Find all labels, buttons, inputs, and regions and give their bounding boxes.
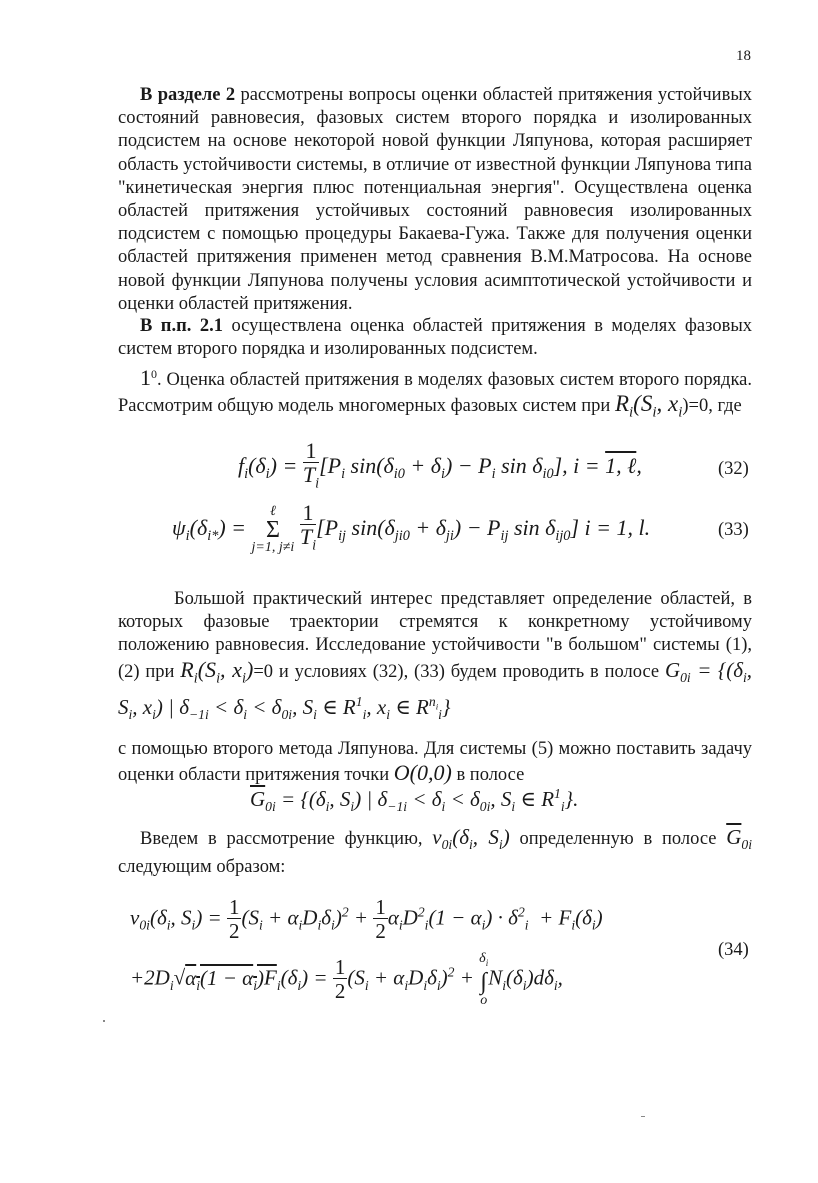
paragraph-text: Введем в рассмотрение функцию,: [140, 829, 433, 849]
equation-33-number: (33): [718, 520, 749, 540]
paragraph-function-def: Введем в рассмотрение функцию, $v_{0i}(\delta_i$, $S_i$) определенную в полосе $\overline{G}_{0i}$ следующим образом:: [118, 825, 753, 878]
paragraph-text: определенную в полосе: [509, 829, 727, 849]
paragraph-text: Большой практический интерес представляет определение областей, в которых фазовые траектории стремятся к конкретному устойчивому положению равновесия. Исследование устойчивости "в большом" системы (1),(2) при: [118, 589, 752, 682]
paragraph-text: . Оценка областей притяжения в моделях фазовых систем второго порядка. Рассмотрим общую модель многомерных фазовых систем при: [118, 370, 752, 417]
paragraph-text: рассмотрены вопросы оценки областей притяжения устойчивых состояний равновесия, фазовых систем второго порядка и изолированных подсистем на основе некоторой новой функции Ляпунова, которая расширяет область устойчивости системы, в отличие от известной функции Ляпунова типа "кинетическая энергия плюс потенциальная энергия". Осуществлена оценка областей притяжения устойчивых состояний равновесия изолированных подсистем с помощью процедуры Бакаева-Гужа. Также для получения оценки областей притяжения применен метод сравнения В.М.Матросова. На основе новой функции Ляпунова получены условия асимптотической устойчивости и оценки областей притяжения.: [118, 85, 752, 314]
paragraph-section-2-summary: [118, 84, 752, 316]
equation-33: $\psi_i(\delta_{i*})$ = ℓ Σ j=1, j≠i $\frac{1}{T_i}$ [$P_{ij}$ $\sin(\delta_{ji0} + \delta_{ji}) - P_{ij}$ $\sin \delta_{ij0}$] i = 1, l.: [172, 500, 651, 555]
paragraph-lyapunov: с помощью второго метода Ляпунова. Для системы (5) можно поставить задачу оценки области притяжения точки O(0,0) в полосе: [118, 739, 752, 786]
equation-34-line-1: $v_{0i}(\delta_i$, $S_i$) = $\frac{1}{2}$ $(S_i + \alpha_iD_i\delta_i)^2$ + $\frac{1}{2}$ $\alpha_iD^2_i(1 - \alpha_i) \cdot \delta^2_i + F_i(\delta_i)$: [130, 895, 603, 943]
equation-strip-g0i: $\overline{G}_{0i} = \{(\delta_i$, $S_i$) | $\delta_{-1i} < \delta_i < \delta_{0i}$, $S_i$ ∈ $R^1_i$}.: [250, 786, 579, 815]
item-superscript: 0: [151, 367, 158, 381]
paragraph-text: в полосе: [451, 765, 525, 786]
equation-32: $f_i(\delta_i)$ = $\frac{1}{T_i}$ [$P_i$ $\sin(\delta_{i0} + \delta_i) - P_i$ $\sin \delta_{i0}$], i = 1, ℓ,: [238, 438, 642, 492]
strip-formula: $G_{0i} = \{(\delta_i$, $S_i$, $x_i$) | $\delta_{-1i} < \delta_i < \delta_{0i}$, $S_i$ ∈ $R^1_i$, $x_i$ ∈ $R^{n_i}_i$}: [118, 657, 753, 723]
equation-34-number: (34): [718, 940, 749, 960]
paragraph-text: )=0, где: [682, 396, 742, 417]
scan-speck: [641, 1116, 645, 1117]
paragraph-item-1: [118, 363, 752, 425]
item-number: 1: [140, 365, 151, 391]
page-number: 18: [736, 48, 751, 64]
paragraph-subsection-2-1: [118, 315, 752, 361]
equation-34-line-2: $+2D_i√\alpha_i(1 - \alpha_i)\overline{F}_i(\delta_i)$ = $\frac{1}{2}$ $(S_i + \alpha_iD_i\delta_i)^2$ + $\delta_i$ ∫ o $N_i(\delta_i)d\delta_i$,: [130, 951, 563, 1008]
equation-32-number: (32): [718, 459, 749, 479]
section-2-heading: В разделе 2: [140, 85, 236, 105]
paragraph-text: осуществлена оценка областей притяжения в моделях фазовых систем второго порядка и изолированных подсистем.: [118, 316, 752, 360]
paragraph-text: с помощью второго метода Ляпунова. Для системы (5) можно поставить задачу оценки области притяжения точки: [118, 739, 752, 786]
subsection-2-1-heading: В п.п. 2.1: [140, 316, 223, 336]
paragraph-text: следующим образом:: [118, 857, 286, 878]
paragraph-text: и условиях (32), (33) будем проводить в полосе: [273, 661, 665, 682]
scan-speck: [103, 1020, 105, 1022]
paragraph-stability: Большой практический интерес представляет определение областей, в которых фазовые траектории стремятся к конкретному устойчивому положению равновесия. Исследование устойчивости "в большом" системы (1),(2) при $R_i(S_i$, $x_i)=0$ и условиях (32), (33) будем проводить в полосе $G_{0i} = \{(\delta_i$, $S_i$, $x_i$) | $\delta_{-1i} < \delta_i < \delta_{0i}$, $S_i$ ∈ $R^1_i$, $x_i$ ∈ $R^{n_i}_i$}: [118, 589, 753, 723]
condition-formula: $R_i(S_i$, $x_i$: [614, 391, 683, 421]
